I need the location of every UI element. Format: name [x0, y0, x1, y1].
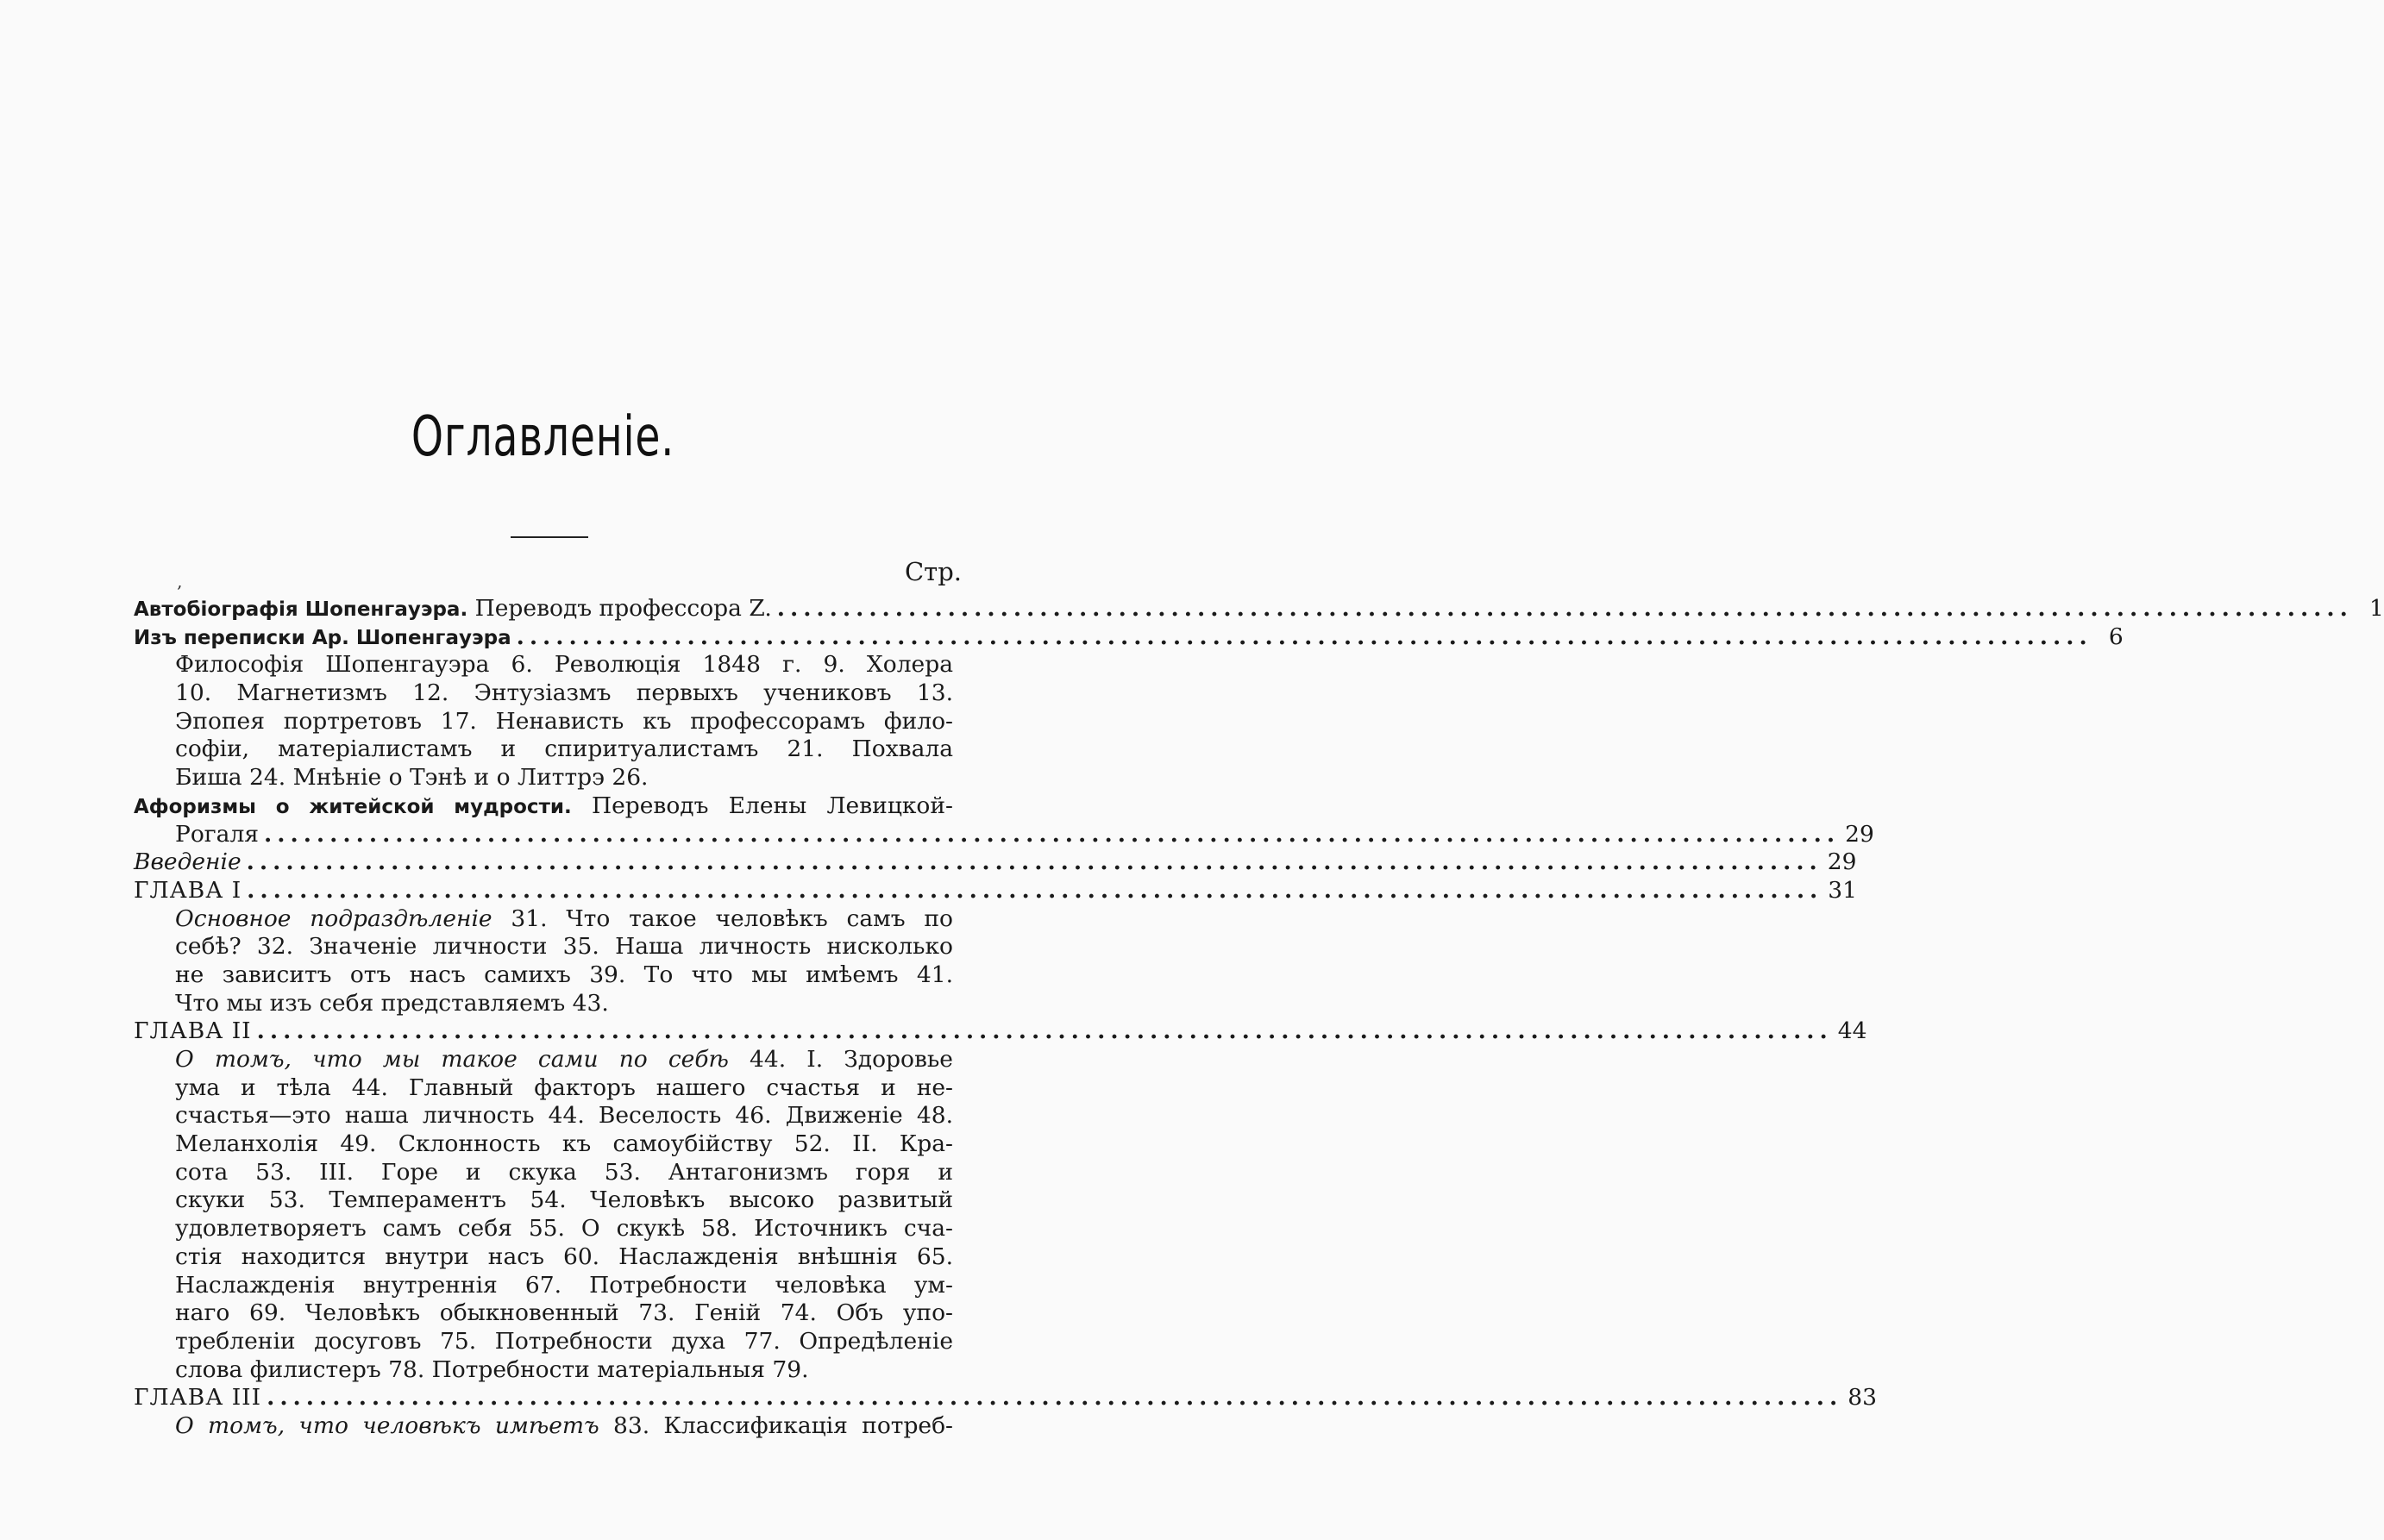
toc-page-number: 31: [1828, 876, 1858, 904]
toc-entry-title: [134, 623, 511, 653]
toc-description-line: счастья—это наша личность 44. Веселость 46. Движеніе 48.: [175, 1102, 953, 1130]
toc-text-segment: О томъ, что мы такое сами по себѣ: [175, 1046, 729, 1073]
toc-description-line: Биша 24. Мнѣніе о Тэнѣ и о Литтрэ 26.: [175, 764, 649, 792]
toc-text-segment: ГЛАВА II: [134, 1017, 252, 1045]
toc-text-segment: Рогаля: [175, 820, 260, 848]
toc-page-number: 29: [1845, 820, 1874, 848]
toc-description-line: ума и тѣла 44. Главный факторъ нашего счастья и не-: [175, 1074, 953, 1101]
toc-description-line: сота 53. III. Горе и скука 53. Антагонизмъ горя и: [175, 1158, 953, 1186]
toc-text-segment: О томъ, что человѣкъ имѣетъ: [175, 1412, 599, 1439]
toc-entry-title: [134, 1384, 261, 1412]
page-column-label: Стр.: [904, 557, 962, 586]
leader-dots: ........................................................................................................................: [264, 820, 1841, 848]
toc-description-line: Что мы изъ себя представляемъ 43.: [175, 989, 609, 1017]
toc-entry-title: [134, 877, 242, 905]
toc-section-heading: [134, 792, 953, 821]
toc-description-line: [134, 905, 953, 934]
toc-text-segment: Введеніе: [134, 848, 242, 876]
toc-description-line: стія находится внутри насъ 60. Наслажденія внѣшнія 65.: [175, 1243, 953, 1270]
page-title: Оглавленіе.: [411, 405, 675, 469]
toc-description-line: Наслажденія внутреннія 67. Потребности человѣка ум-: [175, 1271, 953, 1299]
toc-page-number: 6: [2108, 623, 2124, 650]
toc-entry: [134, 595, 2384, 623]
toc-entry: [134, 876, 1858, 905]
stray-mark: ‚: [177, 571, 183, 592]
toc-description-line: не зависитъ отъ насъ самихъ 39. То что мы имѣемъ 41.: [175, 961, 953, 988]
toc-description-line: 10. Магнетизмъ 12. Энтузіазмъ первыхъ учениковъ 13.: [175, 679, 953, 707]
toc-description-line: требленіи досуговъ 75. Потребности духа 77. Опредѣленіе: [175, 1327, 953, 1355]
toc-description-line: [134, 1412, 953, 1441]
toc-entry: [134, 848, 1857, 877]
toc-text-segment: Афоризмы о житейской мудрости.: [134, 795, 572, 818]
toc-entry-title: [175, 821, 259, 849]
toc-text-segment: Переводъ профессора Z.: [467, 595, 772, 622]
toc-description-line: удовлетворяетъ самъ себя 55. О скукѣ 58. Источникъ сча-: [175, 1215, 953, 1243]
toc-page-number: 29: [1827, 848, 1857, 876]
leader-dots: ........................................................................................................................: [267, 1384, 1843, 1412]
toc-text-segment: Переводъ Елены Левицкой-: [571, 792, 953, 819]
toc-text-segment: Автобіографія Шопенгауэра.: [134, 598, 468, 621]
table-of-contents: [134, 595, 2384, 1441]
toc-description-line: слова филистеръ 78. Потребности матеріальныя 79.: [175, 1355, 809, 1383]
toc-text-segment: ГЛАВА III: [134, 1384, 262, 1412]
toc-description-line: себѣ? 32. Значеніе личности 35. Наша личность нисколько: [175, 933, 953, 961]
leader-dots: ........................................................................................................................: [256, 1017, 1833, 1045]
toc-entry: [134, 623, 2124, 652]
toc-entry-title: [134, 595, 772, 624]
toc-text-segment: 44. I. Здоровье: [728, 1046, 953, 1073]
toc-entry-title: [134, 848, 242, 877]
toc-entry: [134, 1384, 1877, 1412]
leader-dots: ........................................................................................................................: [516, 623, 2092, 650]
toc-description-line: Философія Шопенгауэра 6. Революція 1848 г. 9. Холера: [175, 651, 953, 679]
toc-entry: [134, 1017, 1867, 1046]
title-divider: [511, 536, 588, 538]
toc-description-line: скуки 53. Темпераментъ 54. Человѣкъ высоко развитый: [175, 1186, 953, 1214]
toc-entry-title: [134, 1017, 252, 1046]
toc-page-number: 1: [2368, 595, 2384, 622]
toc-text-segment: Основное подраздѣленіе: [175, 905, 492, 932]
toc-description-line: наго 69. Человѣкъ обыкновенный 73. Геній 74. Объ упо-: [175, 1299, 953, 1327]
toc-description-line: [134, 1046, 953, 1074]
toc-page-number: 83: [1848, 1384, 1877, 1412]
toc-entry: [134, 820, 1874, 849]
toc-description-line: Меланхолія 49. Склонность къ самоубійству 52. II. Кра-: [175, 1130, 953, 1158]
toc-text-segment: ГЛАВА I: [134, 876, 242, 904]
toc-page-number: 44: [1837, 1017, 1867, 1045]
leader-dots: ........................................................................................................................: [776, 595, 2353, 622]
toc-text-segment: Изъ переписки Ар. Шопенгауэра: [134, 626, 511, 649]
toc-text-segment: 83. Классификація потреб-: [599, 1412, 954, 1439]
leader-dots: ........................................................................................................................: [246, 848, 1823, 876]
toc-description-line: софіи, матеріалистамъ и спиритуалистамъ 21. Похвала: [175, 736, 953, 763]
toc-text-segment: 31. Что такое человѣкъ самъ по: [492, 905, 953, 932]
leader-dots: ........................................................................................................................: [247, 876, 1823, 904]
toc-description-line: Эпопея портретовъ 17. Ненависть къ профессорамъ фило-: [175, 707, 953, 735]
